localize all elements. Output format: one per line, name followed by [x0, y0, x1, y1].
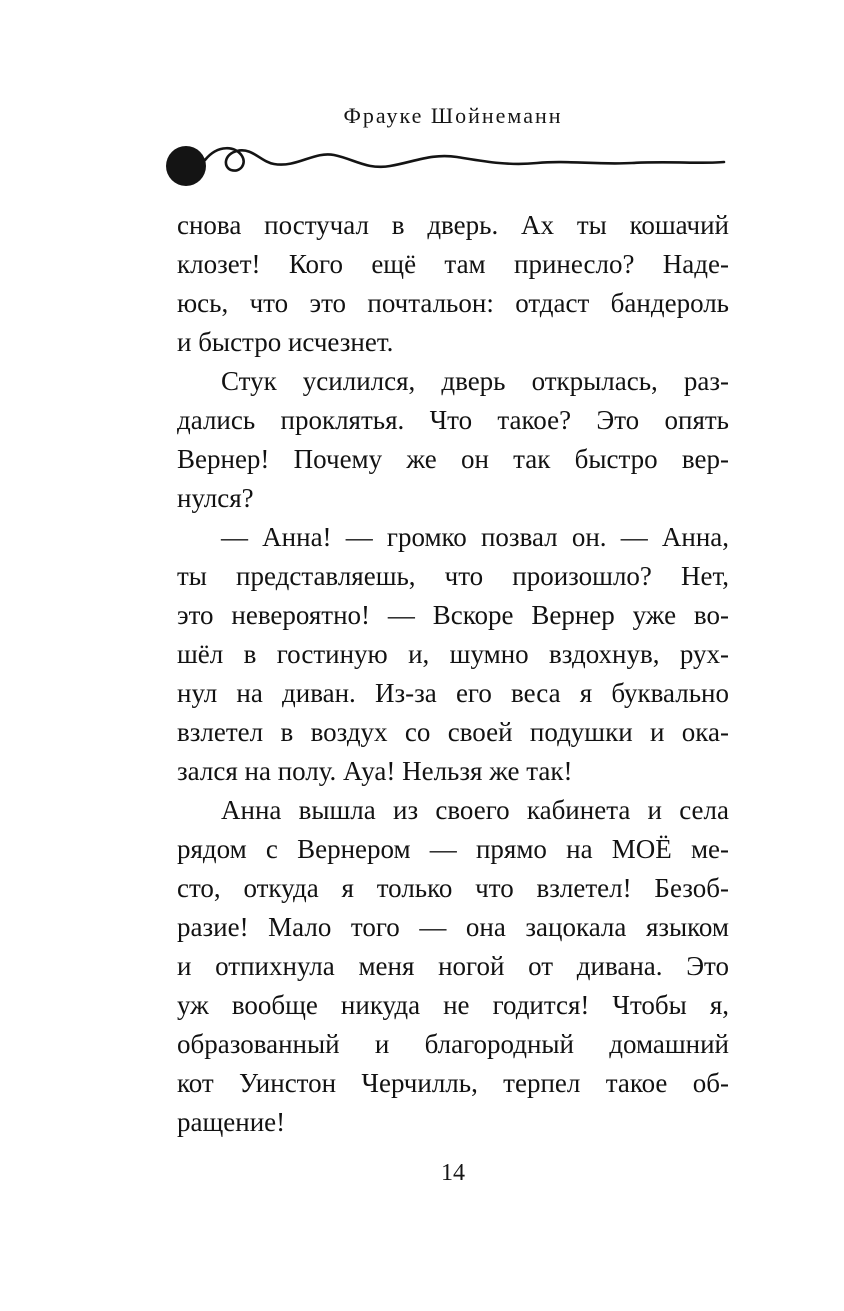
text-line: юсь, что это почтальон: отдаст бандероль — [177, 288, 729, 318]
text-line: и быстро исчезнет. — [177, 327, 394, 357]
text-line: кот Уинстон Черчилль, терпел такое об- — [177, 1068, 729, 1098]
text-line: это невероятно! — Вскоре Вернер уже во- — [177, 600, 729, 630]
text-line: шёл в гостиную и, шумно вздохнув, рух- — [177, 639, 729, 669]
text-line: разие! Мало того — она зацокала языком — [177, 912, 729, 942]
text-line: — Анна! — громко позвал он. — Анна, — [221, 522, 729, 552]
text-line: зался на полу. Ауа! Нельзя же так! — [177, 756, 573, 786]
text-line: ращение! — [177, 1107, 286, 1137]
page-number: 14 — [441, 1160, 465, 1186]
text-line: Анна вышла из своего кабинета и села — [221, 795, 729, 825]
squiggle-line — [160, 138, 730, 190]
page-body-text — [177, 206, 729, 1142]
yarn-ball-icon — [166, 146, 206, 186]
text-line: дались проклятья. Что такое? Это опять — [177, 405, 729, 435]
text-line: рядом с Вернером — прямо на МОЁ ме- — [177, 834, 729, 864]
yarn-squiggle-decoration — [160, 138, 730, 190]
text-line: снова постучал в дверь. Ах ты кошачий — [177, 210, 729, 240]
paragraph — [177, 791, 729, 1142]
text-line: клозет! Кого ещё там принесло? Наде- — [177, 249, 729, 279]
text-line: Стук усилился, дверь открылась, раз- — [221, 366, 729, 396]
text-line: ты представляешь, что произошло? Нет, — [177, 561, 729, 591]
text-line: Вернер! Почему же он так быстро вер- — [177, 444, 729, 474]
text-line: уж вообще никуда не годится! Чтобы я, — [177, 990, 729, 1020]
text-line: сто, откуда я только что взлетел! Безоб- — [177, 873, 729, 903]
running-head-author: Фрауке Шойнеманн — [343, 103, 563, 128]
text-line: и отпихнула меня ногой от дивана. Это — [177, 951, 729, 981]
paragraph — [177, 518, 729, 791]
text-line: нулся? — [177, 483, 254, 513]
thread-line — [205, 148, 724, 170]
paragraph — [177, 362, 729, 518]
text-line: нул на диван. Из-за его веса я буквально — [177, 678, 729, 708]
text-line: образованный и благородный домашний — [177, 1029, 729, 1059]
paragraph — [177, 206, 729, 362]
text-line: взлетел в воздух со своей подушки и ока- — [177, 717, 729, 747]
